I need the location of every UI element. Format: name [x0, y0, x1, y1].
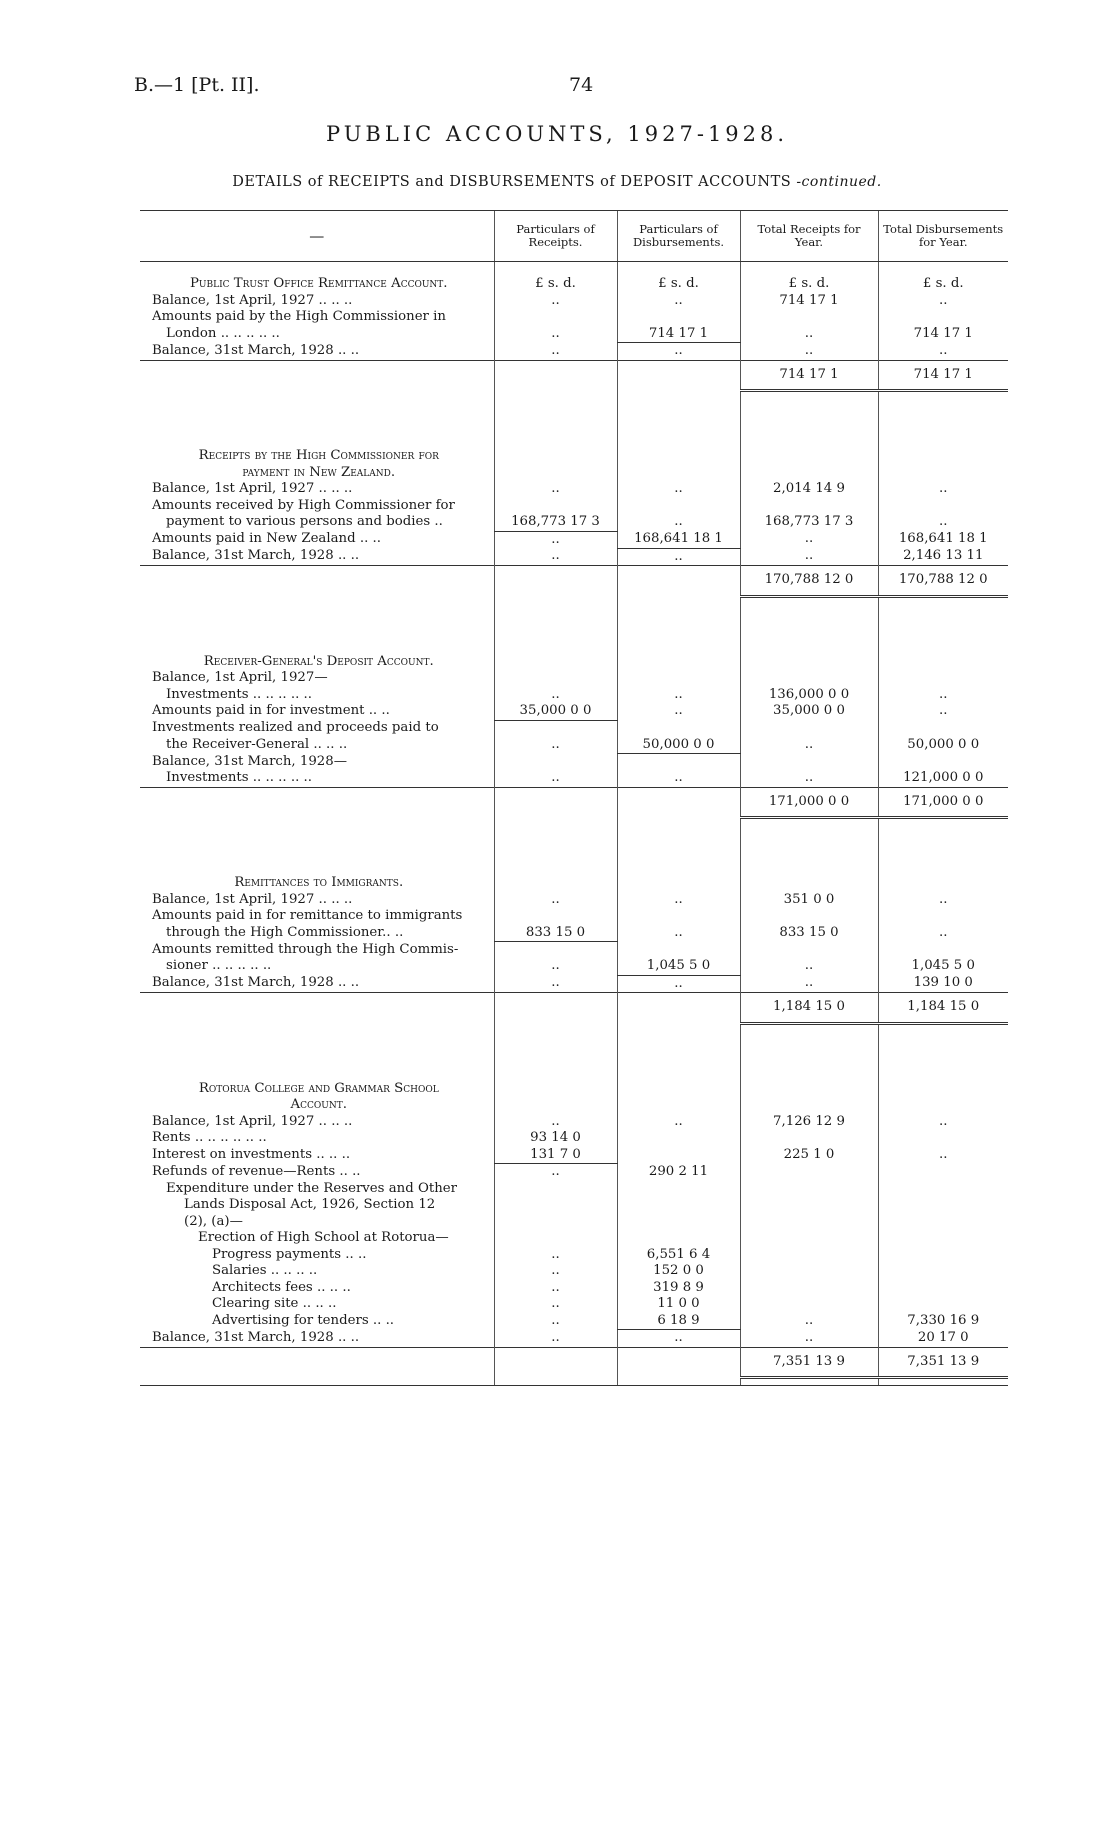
disbursement-value: 11 0 0: [617, 1296, 740, 1313]
empty-value: ..: [878, 514, 1008, 531]
empty-value: ..: [740, 548, 878, 566]
total-disbursements-value: 714 17 1: [878, 326, 1008, 343]
disbursement-value: 50,000 0 0: [617, 737, 740, 754]
total-receipts-value: 7,126 12 9: [740, 1114, 878, 1131]
empty-value: ..: [617, 343, 740, 361]
empty-value: ..: [494, 293, 617, 310]
table-row: [140, 754, 1008, 771]
empty-value: ..: [878, 1147, 1008, 1164]
total-disbursements-value: 1,045 5 0: [878, 958, 1008, 975]
page-header: [134, 74, 998, 98]
empty-value: ..: [494, 531, 617, 548]
empty-value: ..: [878, 481, 1008, 498]
table-row: [140, 1214, 1008, 1231]
table-row: [140, 293, 1008, 310]
receipt-value: 93 14 0: [494, 1130, 617, 1147]
receipt-value: 35,000 0 0: [494, 703, 617, 720]
table-row: [140, 548, 1008, 566]
row-label: Investments .. .. .. .. ..: [166, 686, 312, 702]
row-label: Balance, 31st March, 1928 .. ..: [152, 342, 360, 358]
table-row: [140, 1280, 1008, 1297]
empty-value: ..: [494, 1280, 617, 1297]
total-disbursements-sum: 7,351 13 9: [878, 1347, 1008, 1378]
total-disbursements-sum: 1,184 15 0: [878, 993, 1008, 1024]
row-label: Balance, 31st March, 1928 .. ..: [152, 1329, 360, 1345]
empty-value: ..: [617, 687, 740, 704]
row-label: Balance, 31st March, 1928 .. ..: [152, 975, 360, 990]
empty-value: ..: [878, 343, 1008, 361]
total-receipts-value: 168,773 17 3: [740, 514, 878, 531]
currency-units: £ s. d.: [740, 262, 878, 293]
empty-value: ..: [740, 975, 878, 993]
document-reference: B.—1 [Pt. II].: [134, 74, 260, 96]
page-number: 74: [569, 74, 594, 96]
total-disbursements-value: 139 10 0: [878, 975, 1008, 993]
section-heading: payment in New Zealand.: [242, 464, 396, 480]
section-heading: Receiver-General's Deposit Account.: [203, 653, 434, 669]
table-row: [140, 498, 1008, 515]
total-receipts-sum: 170,788 12 0: [740, 566, 878, 597]
receipt-value: 168,773 17 3: [494, 514, 617, 531]
total-receipts-sum: 1,184 15 0: [740, 993, 878, 1024]
empty-value: ..: [617, 548, 740, 566]
table-row: [140, 975, 1008, 993]
empty-value: ..: [494, 1247, 617, 1264]
row-label: Architects fees .. .. ..: [212, 1279, 351, 1295]
total-disbursements-value: 168,641 18 1: [878, 531, 1008, 548]
row-label: payment to various persons and bodies ..: [166, 514, 443, 529]
table-row: [140, 1114, 1008, 1131]
row-label: Lands Disposal Act, 1926, Section 12: [184, 1197, 436, 1212]
column-header-total-disbursements: Total Disbursements for Year.: [878, 211, 1008, 262]
empty-value: ..: [494, 1330, 617, 1348]
empty-value: ..: [494, 892, 617, 909]
table-row: [140, 514, 1008, 531]
empty-value: ..: [494, 481, 617, 498]
total-receipts-value: 351 0 0: [740, 892, 878, 909]
empty-value: ..: [617, 1114, 740, 1131]
table-row: [140, 1147, 1008, 1164]
table-row: [140, 770, 1008, 787]
total-disbursements-value: 2,146 13 11: [878, 548, 1008, 566]
table-row: [140, 703, 1008, 720]
table-row: [140, 1313, 1008, 1330]
total-receipts-value: 2,014 14 9: [740, 481, 878, 498]
empty-value: ..: [740, 770, 878, 787]
empty-value: ..: [494, 343, 617, 361]
table-row: [140, 687, 1008, 704]
section-heading: Rotorua College and Grammar School: [198, 1080, 439, 1096]
empty-value: ..: [740, 1313, 878, 1330]
column-header-disbursements: Particulars of Disbursements.: [617, 211, 740, 262]
row-label: Amounts paid in for remittance to immigrants: [152, 908, 463, 923]
row-label: Balance, 31st March, 1928 .. ..: [152, 548, 360, 563]
row-label: Amounts remitted through the High Commis-: [152, 941, 459, 957]
total-receipts-value: 833 15 0: [740, 925, 878, 942]
column-header-description: —: [140, 211, 494, 262]
section-heading: Remittances to Immigrants.: [234, 875, 404, 890]
row-label: Progress payments .. ..: [212, 1246, 367, 1262]
row-label: (2), (a)—: [184, 1213, 243, 1229]
section-heading: Account.: [290, 1097, 347, 1112]
empty-value: ..: [494, 1164, 617, 1181]
empty-value: ..: [617, 892, 740, 909]
table-row: [140, 1263, 1008, 1280]
total-disbursements-value: 50,000 0 0: [878, 737, 1008, 754]
table-row: [140, 1181, 1008, 1198]
empty-value: ..: [740, 1330, 878, 1348]
table-row: [140, 531, 1008, 548]
total-receipts-sum: 714 17 1: [740, 360, 878, 391]
row-label: Amounts received by High Commissioner for: [152, 497, 455, 513]
row-label: Refunds of revenue—Rents .. ..: [152, 1163, 361, 1179]
empty-value: ..: [740, 343, 878, 361]
empty-value: ..: [878, 687, 1008, 704]
table-row: [140, 1197, 1008, 1214]
empty-value: ..: [617, 293, 740, 310]
empty-value: ..: [494, 1263, 617, 1280]
empty-value: ..: [617, 514, 740, 531]
disbursement-value: 6,551 6 4: [617, 1247, 740, 1264]
empty-value: ..: [617, 1330, 740, 1348]
row-label: Balance, 1st April, 1927 .. .. ..: [152, 481, 353, 496]
table-row: [140, 481, 1008, 498]
row-label: Amounts paid by the High Commissioner in: [152, 309, 446, 324]
empty-value: ..: [740, 737, 878, 754]
empty-value: ..: [878, 703, 1008, 720]
empty-value: ..: [494, 687, 617, 704]
disbursement-value: 168,641 18 1: [617, 531, 740, 548]
empty-value: ..: [617, 975, 740, 993]
total-disbursements-sum: 171,000 0 0: [878, 787, 1008, 818]
deposit-accounts-table: [140, 210, 1008, 1386]
empty-value: ..: [617, 703, 740, 720]
row-label: Investments .. .. .. .. ..: [166, 770, 312, 785]
table-total-row: [140, 566, 1008, 597]
empty-value: ..: [878, 293, 1008, 310]
table-row: [140, 465, 1008, 482]
empty-value: ..: [494, 1296, 617, 1313]
total-receipts-value: 225 1 0: [740, 1147, 878, 1164]
total-disbursements-sum: 170,788 12 0: [878, 566, 1008, 597]
empty-value: ..: [617, 925, 740, 942]
empty-value: ..: [878, 892, 1008, 909]
table-row: [140, 309, 1008, 326]
section-heading: Receipts by the High Commissioner for: [198, 448, 439, 463]
row-label: Balance, 1st April, 1927 .. .. ..: [152, 292, 353, 308]
total-disbursements-sum: 714 17 1: [878, 360, 1008, 391]
table-row: [140, 925, 1008, 942]
table-row: [140, 875, 1008, 892]
row-label: Interest on investments .. .. ..: [152, 1146, 351, 1162]
table-row: [140, 1296, 1008, 1313]
table-total-row: [140, 993, 1008, 1024]
table-header-row: [140, 211, 1008, 262]
table-row: [140, 1330, 1008, 1348]
empty-value: ..: [878, 925, 1008, 942]
currency-units: £ s. d.: [878, 262, 1008, 293]
disbursement-value: 290 2 11: [617, 1164, 740, 1181]
empty-value: ..: [494, 958, 617, 975]
row-label: Advertising for tenders .. ..: [212, 1312, 395, 1328]
row-label: Amounts paid in New Zealand .. ..: [152, 531, 381, 546]
empty-value: ..: [494, 1114, 617, 1131]
table-row: [140, 654, 1008, 671]
empty-value: ..: [617, 770, 740, 787]
row-label: the Receiver-General .. .. ..: [166, 736, 348, 752]
empty-value: ..: [494, 1313, 617, 1330]
table-row: [140, 720, 1008, 737]
currency-units: £ s. d.: [494, 262, 617, 293]
row-label: Expenditure under the Reserves and Other: [166, 1180, 457, 1196]
row-label: sioner .. .. .. .. ..: [166, 958, 272, 973]
total-receipts-value: 136,000 0 0: [740, 687, 878, 704]
empty-value: ..: [494, 548, 617, 566]
table-total-row: [140, 360, 1008, 391]
empty-value: ..: [494, 975, 617, 993]
page-title: PUBLIC ACCOUNTS, 1927-1928.: [325, 122, 789, 146]
row-label: Balance, 31st March, 1928—: [152, 753, 348, 769]
row-label: London .. .. .. .. ..: [166, 325, 280, 341]
disbursement-value: 319 8 9: [617, 1280, 740, 1297]
total-receipts-sum: 171,000 0 0: [740, 787, 878, 818]
empty-value: ..: [494, 326, 617, 343]
empty-value: ..: [617, 481, 740, 498]
total-disbursements-value: 20 17 0: [878, 1330, 1008, 1348]
empty-value: ..: [494, 737, 617, 754]
subtitle-main: DETAILS of RECEIPTS and DISBURSEMENTS of DEPOSIT ACCOUNTS: [232, 174, 792, 190]
empty-value: ..: [878, 1114, 1008, 1131]
column-header-receipts: Particulars of Receipts.: [494, 211, 617, 262]
row-label: Balance, 1st April, 1927 .. .. ..: [152, 1113, 353, 1129]
disbursement-value: 152 0 0: [617, 1263, 740, 1280]
table-row: [140, 448, 1008, 465]
table-row: [140, 1081, 1008, 1098]
row-label: Salaries .. .. .. ..: [212, 1263, 318, 1278]
total-receipts-value: 35,000 0 0: [740, 703, 878, 720]
table-row: [140, 262, 1008, 293]
table-row: [140, 326, 1008, 343]
table-row: [140, 892, 1008, 909]
receipt-value: 833 15 0: [494, 925, 617, 942]
table-total-row: [140, 1347, 1008, 1378]
row-label: Balance, 1st April, 1927 .. .. ..: [152, 891, 353, 907]
table-row: [140, 670, 1008, 687]
table-total-row: [140, 787, 1008, 818]
empty-value: ..: [740, 958, 878, 975]
section-heading: Public Trust Office Remittance Account.: [189, 276, 448, 291]
table-row: [140, 343, 1008, 361]
subtitle-continued: -continued.: [796, 174, 882, 190]
row-label: through the High Commissioner.. ..: [166, 924, 404, 940]
total-receipts-value: 714 17 1: [740, 293, 878, 310]
table-row: [140, 737, 1008, 754]
row-label: Rents .. .. .. .. .. ..: [152, 1130, 267, 1145]
table-row: [140, 958, 1008, 975]
empty-value: ..: [494, 770, 617, 787]
receipt-value: 131 7 0: [494, 1147, 617, 1164]
total-disbursements-value: 7,330 16 9: [878, 1313, 1008, 1330]
column-header-total-receipts: Total Receipts for Year.: [740, 211, 878, 262]
empty-value: ..: [740, 326, 878, 343]
currency-units: £ s. d.: [617, 262, 740, 293]
row-label: Erection of High School at Rotorua—: [198, 1230, 449, 1245]
row-label: Amounts paid in for investment .. ..: [152, 703, 390, 718]
table-row: [140, 1230, 1008, 1247]
total-disbursements-value: 121,000 0 0: [878, 770, 1008, 787]
page-subtitle: [0, 174, 1114, 190]
table-row: [140, 908, 1008, 925]
table-row: [140, 1164, 1008, 1181]
table-row: [140, 1130, 1008, 1147]
disbursement-value: 6 18 9: [617, 1313, 740, 1330]
empty-value: ..: [740, 531, 878, 548]
row-label: Clearing site .. .. ..: [212, 1296, 337, 1311]
row-label: Balance, 1st April, 1927—: [152, 670, 328, 685]
disbursement-value: 714 17 1: [617, 326, 740, 343]
disbursement-value: 1,045 5 0: [617, 958, 740, 975]
row-label: Investments realized and proceeds paid to: [152, 720, 439, 735]
total-receipts-sum: 7,351 13 9: [740, 1347, 878, 1378]
table-row: [140, 942, 1008, 959]
table-row: [140, 1247, 1008, 1264]
table-row: [140, 1097, 1008, 1114]
